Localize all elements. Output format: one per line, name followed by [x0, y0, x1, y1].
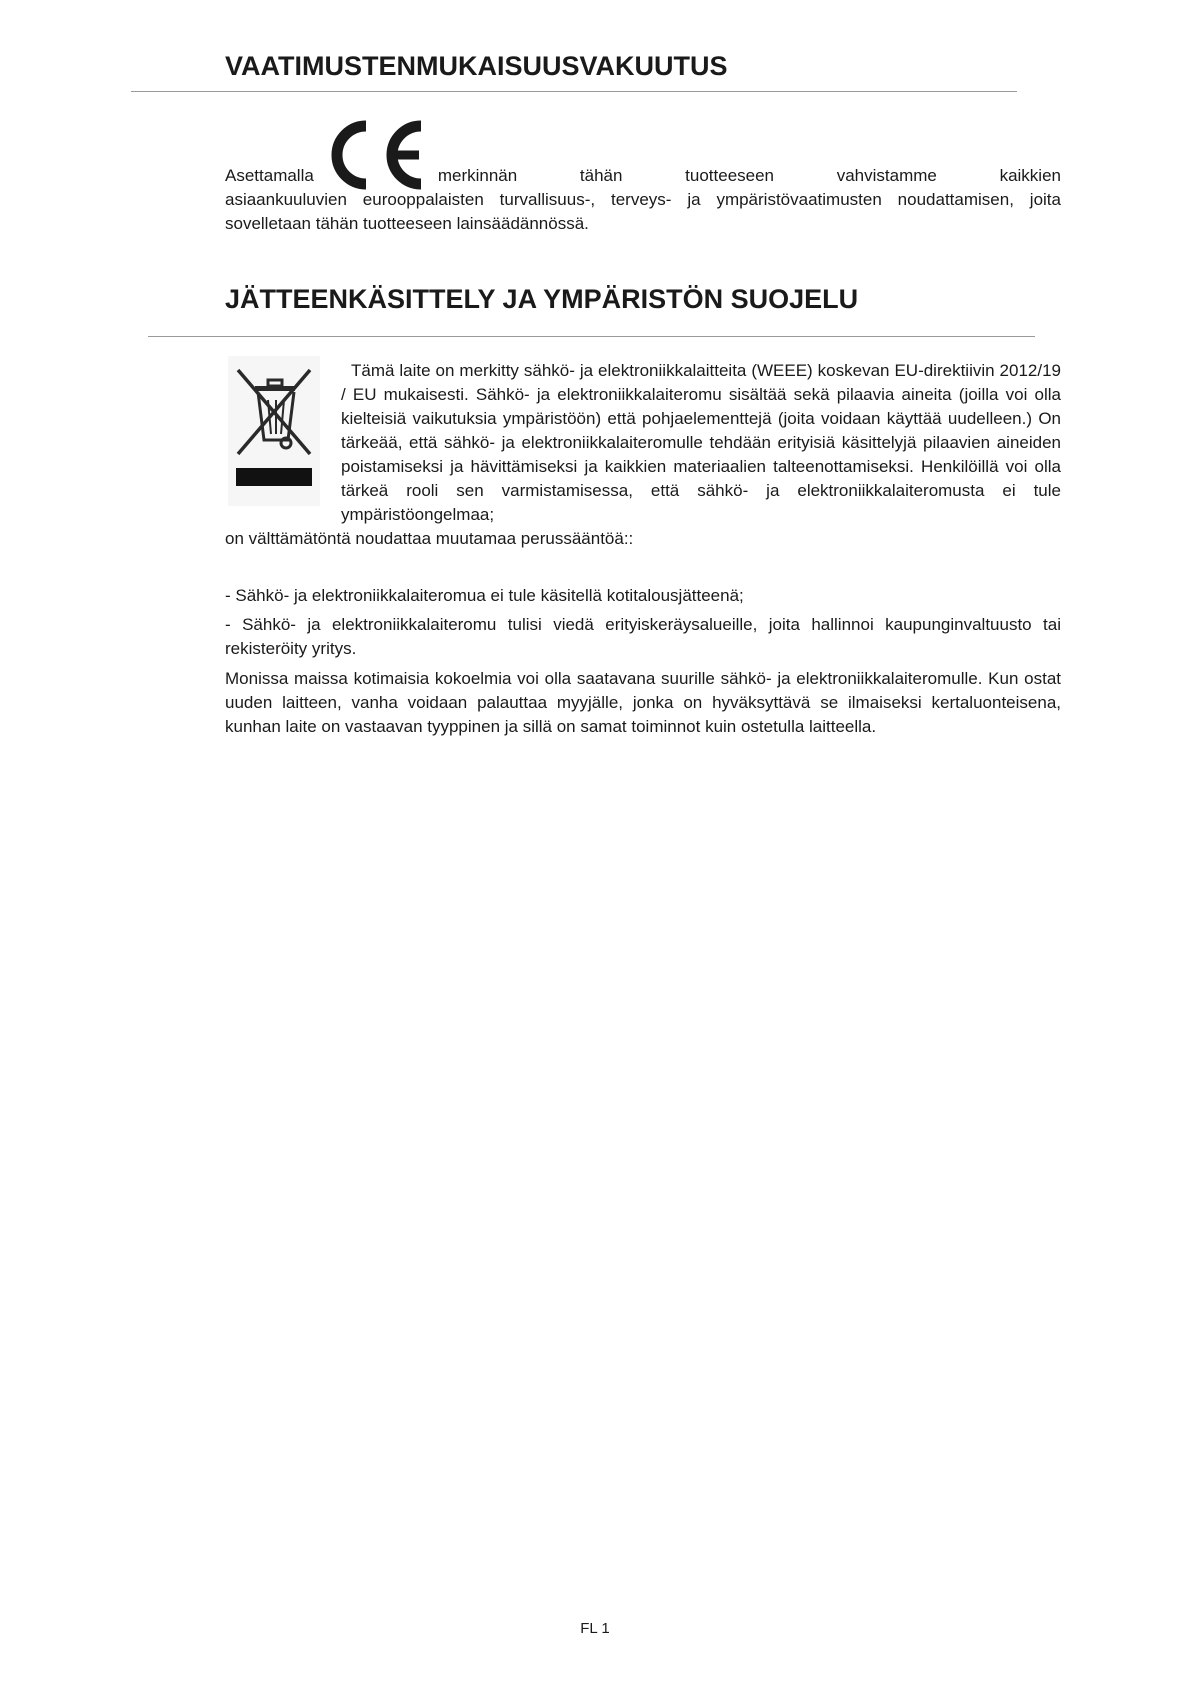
- crossed-out-wheelie-bin-icon: [228, 356, 320, 506]
- disposal-closing-paragraph: Monissa maissa kotimaisia kokoelmia voi olla saatavana suurille sähkö- ja elektroniikkalaiteromulle. Kun ostat uuden laitteen, vanha voidaan palauttaa myyjälle, jonka on hyväksyttävä se ilmaiseksi kertaluonteisena, kunhan laite on vastaavan tyyppinen ja sillä on samat toiminnot kuin ostetulla laitteella.: [225, 669, 1061, 736]
- declaration-text-after-mark: [438, 164, 1061, 188]
- ce-mark-icon: [322, 118, 426, 192]
- declaration-first-line: [225, 118, 1061, 188]
- page-number: FL 1: [580, 1620, 610, 1637]
- disposal-paragraph: [341, 359, 1061, 527]
- declaration-body: [225, 118, 1061, 236]
- declaration-word: vahvistamme: [836, 166, 937, 185]
- declaration-word: tuotteeseen: [685, 166, 775, 185]
- disposal-title: JÄTTEENKÄSITTELY JA YMPÄRISTÖN SUOJELU: [225, 284, 859, 314]
- declaration-word: kaikkien: [999, 166, 1061, 185]
- declaration-word: merkinnän: [437, 166, 518, 185]
- disposal-bullet-collection: - Sähkö- ja elektroniikkalaiteromu tulisi viedä erityiskeräysalueille, joita hallinnoi kaupunginvaltuusto tai rekisteröity yritys.: [225, 615, 1061, 658]
- disposal-divider: [148, 336, 1035, 337]
- disposal-paragraph-tail: on välttämätöntä noudattaa muutamaa perussääntöä::: [225, 529, 634, 548]
- declaration-word: tähän: [579, 166, 623, 185]
- declaration-title: VAATIMUSTENMUKAISUUSVAKUUTUS: [225, 51, 728, 81]
- disposal-paragraph-text: Tämä laite on merkitty sähkö- ja elektroniikkalaitteita (WEEE) koskevan EU-direktiivin 2012/19 / EU mukaisesti. Sähkö- ja elektroniikkalaiteromu sisältää sekä pilaavia aineita (joilla voi olla kielteisiä vaikutuksia ympäristöön) että pohjaelementtejä (joita voidaan käyttää uudelleen.) On tärkeää, että sähkö- ja elektroniikkalaiteromulle tehdään erityisiä käsittelyjä pilaavien aineiden poistamiseksi ja hävittämiseksi ja kaikkien materiaalien talteenottamiseksi. Henkilöillä voi olla tärkeä rooli sen varmistamisessa, että sähkö- ja elektroniikkalaiteromusta ei tule ympäristöongelmaa;: [341, 361, 1061, 524]
- declaration-divider: [131, 91, 1017, 92]
- declaration-text-before-mark: Asettamalla: [225, 166, 314, 185]
- disposal-bullet-household: - Sähkö- ja elektroniikkalaiteromua ei tule käsitellä kotitalousjätteenä;: [225, 586, 744, 605]
- declaration-continuation: asiaankuuluvien eurooppalaisten turvallisuus-, terveys- ja ympäristövaatimusten noudattamisen, joita sovelletaan tähän tuotteeseen lainsäädännössä.: [225, 190, 1061, 233]
